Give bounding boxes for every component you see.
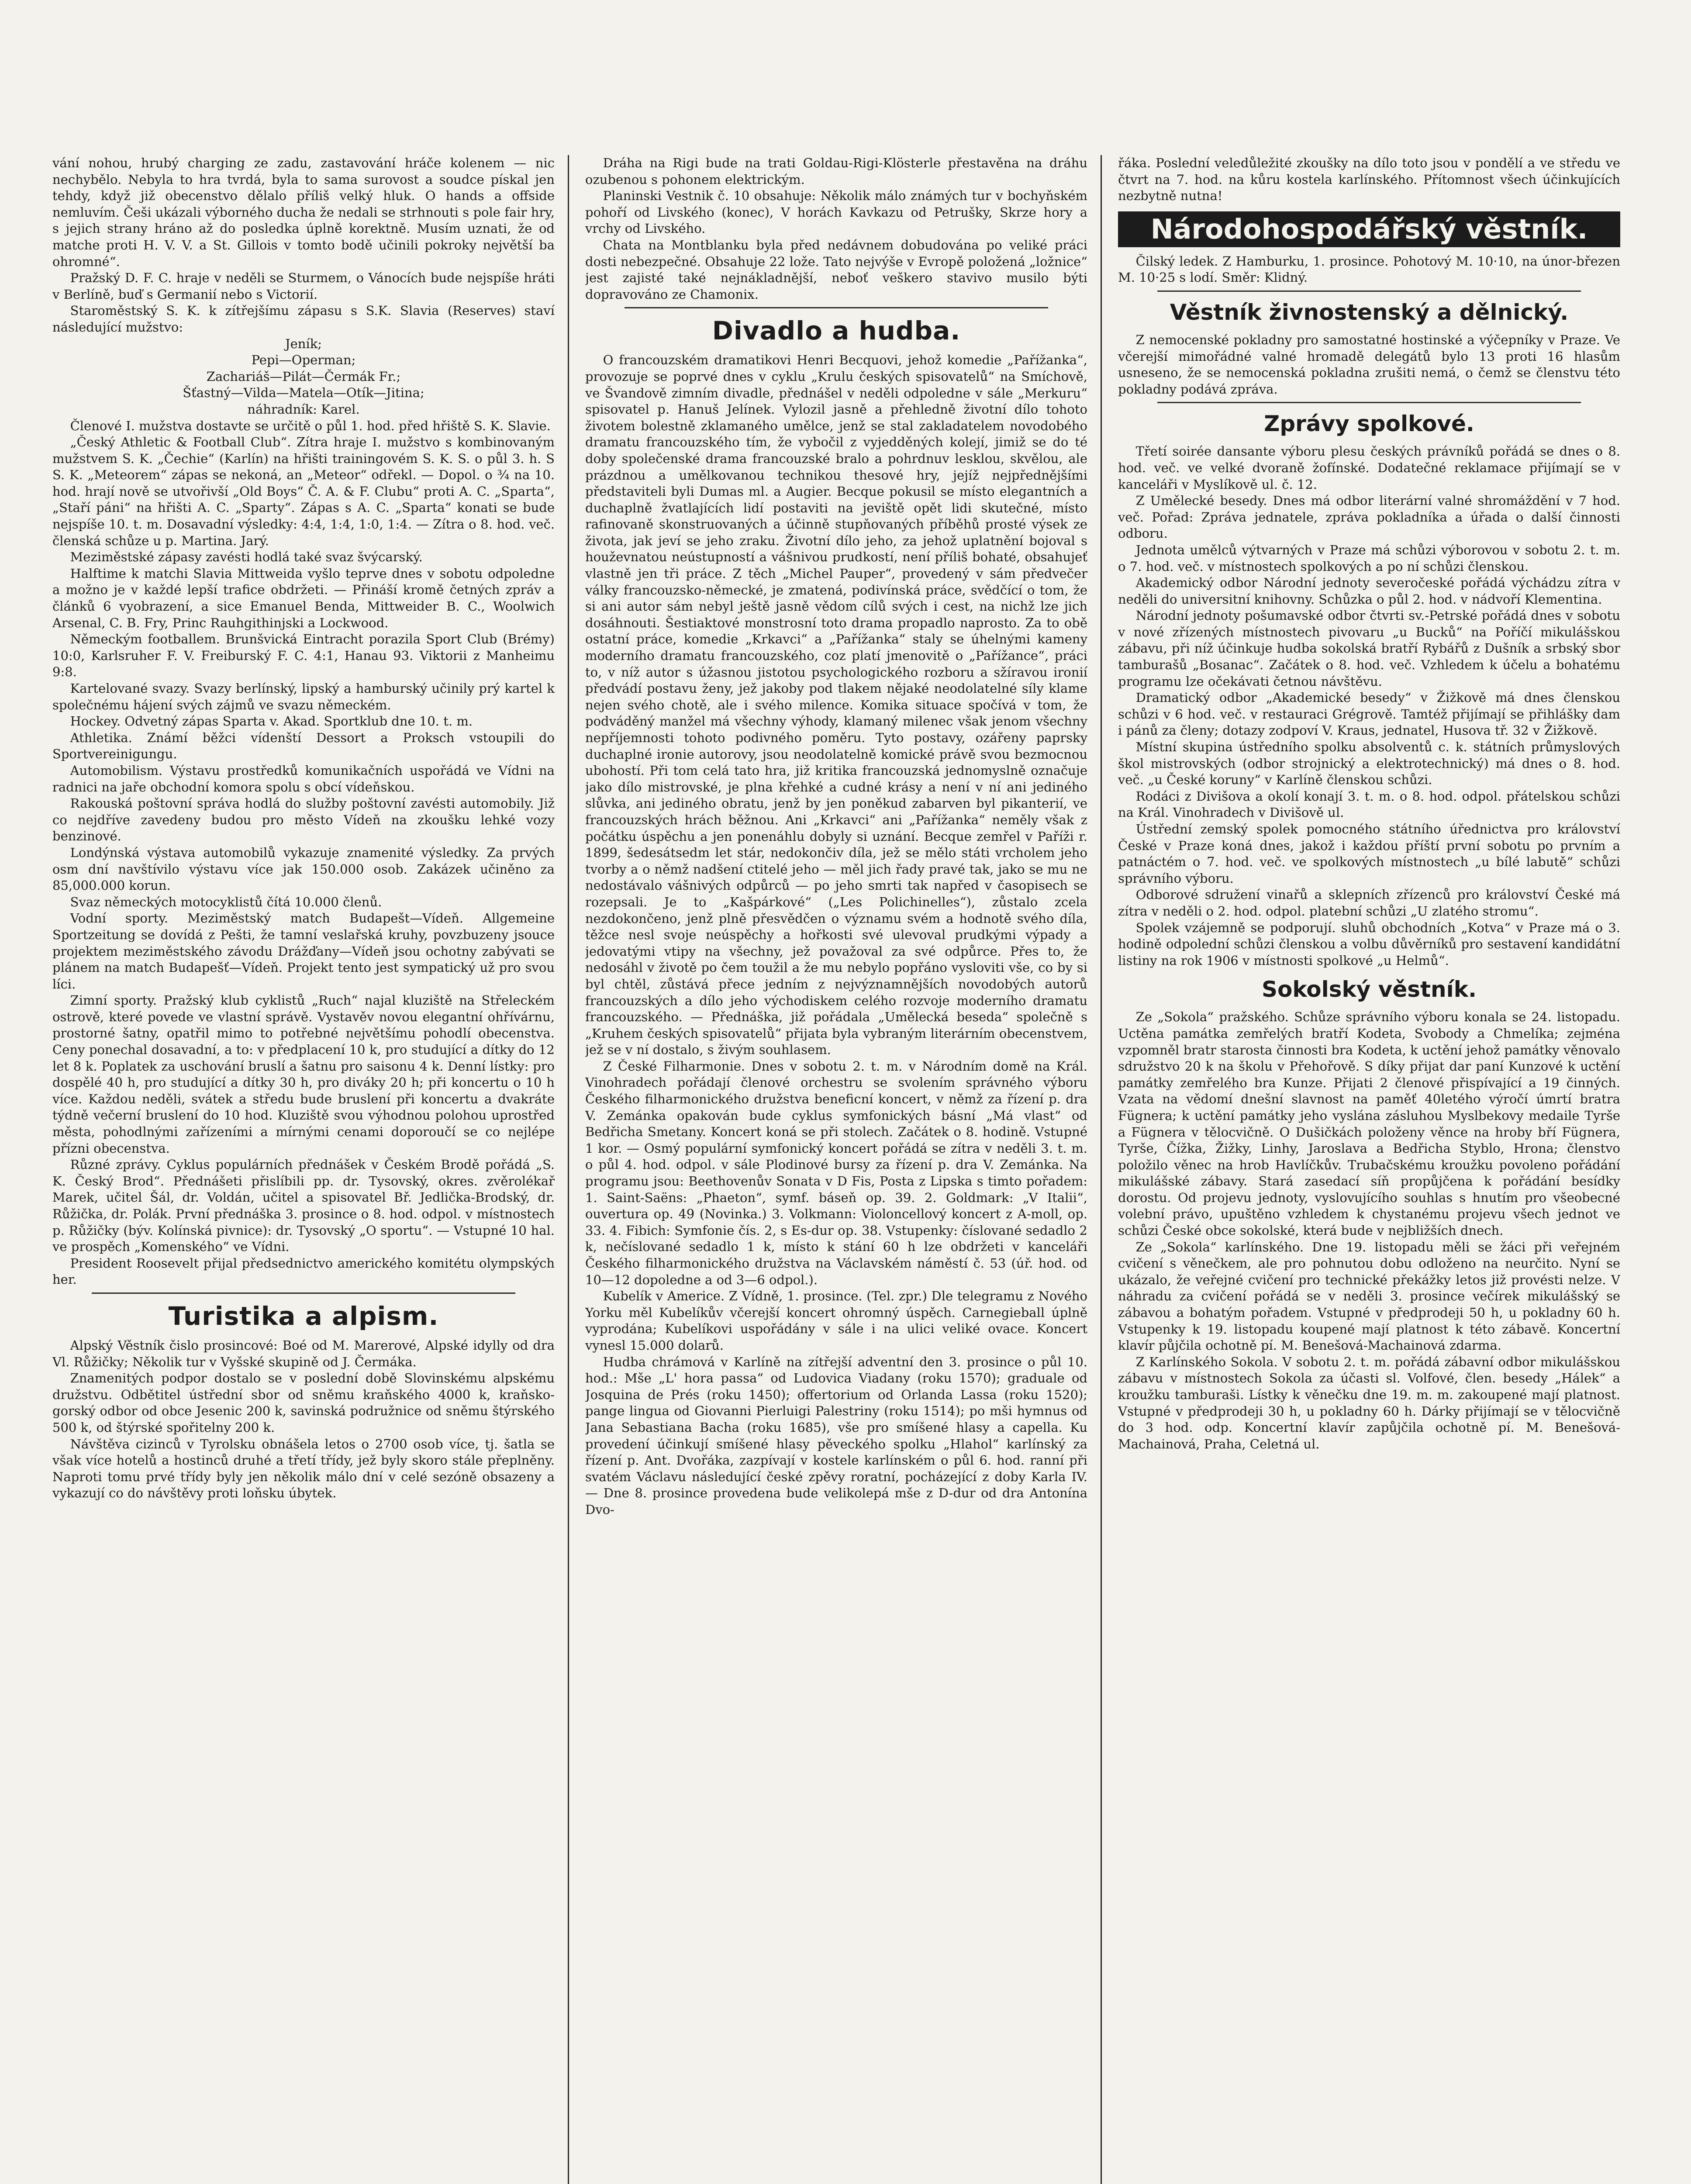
article-paragraph: Z České Filharmonie. Dnes v sobotu 2. t. m. v Národním domě na Král. Vinohradech pořádají členové orchestru se svolením správného výboru Českého filharmonického družstva beneficní koncert, v němž za řízení p. dra V. Zemánka opakován bude cyklus symfonických básní „Má vlast“ od Bedřicha Smetany. Koncert koná se při stolech. Začátek o 8. hodině. Vstupné 1 kor. — Osmý populární symfonický koncert pořádá se zítra v neděli 3. t. m. o půl 4. hod. odpol. v sále Plodinové bursy za řízení p. dra V. Zemánka. Na programu jsou: Beethovenův Sonata v D Fis, Posta z Lipska s timto pořadem: 1. Saint-Saëns: „Phaeton“, symf. báseň op. 39. 2. Goldmark: „V Italii“, ouvertura op. 49 (Novinka.) 3. Volkmann: Violoncellový koncert z A-moll, op. 33. 4. Fibich: Symfonie čís. 2, s Es-dur op. 38. Vstupenky: číslované sedadlo 2 k, nečíslované sedadlo 1 k, místo k stání 60 h lze obdržeti v kanceláři Českého filharmonického družstva na Václavském náměstí č. 53 (úř. hod. od 10—12 dopoledne a od 3—6 odpol.). bbox=[585, 1058, 1087, 1287]
article-paragraph: Rodáci z Divišova a okolí konají 3. t. m. o 8. hod. odpol. přátelskou schůzi na Král. Vinohradech v Divišově ul. bbox=[1118, 788, 1620, 820]
article-paragraph: Pražský D. F. C. hraje v neděli se Sturmem, o Vánocích bude nejspíše hráti v Berlíně, buď s Germanií nebo s Victorií. bbox=[52, 270, 555, 302]
article-paragraph: Z Umělecké besedy. Dnes má odbor literární valné shromáždění v 7 hod. več. Pořad: Zpráva jednatele, zpráva pokladníka a úřada o další činnosti odboru. bbox=[1118, 493, 1620, 541]
lineup-line: Šťastný—Vilda—Matela—Otík—Jitina; bbox=[183, 385, 424, 401]
article-paragraph: O francouzském dramatikovi Henri Becquovi, jehož komedie „Pařížanka“, provozuje se poprvé dnes v cyklu „Krulu českých spisovatelů“ na Smíchově, ve Švandově zimním divadle, přednášel v neděli odpoledne v sále „Merkuru“ spisovatel p. Hanuš Jelínek. Vylozil jasně a přehledně životní dílo tohoto životem bolestně zklamaného umělce, jenž se stal zakladatelem novodobého dramatu francouzského tím, že vybočil z vyjedděných kolejí, jimiž se do té doby společenské drama francouzské bralo a pohrdnuv lesklou, skvělou, ale prázdnou a umělkovanou technikou thesové hry, jejíž nejpřednějšími představiteli byli Dumas ml. a Augier. Becque pokusil se místo elegantních a duchaplně žvatlajících lidí postaviti na jeviště opět lidi skutečné, místo rafinovaně skonstruovaných a účinně stupňovaných příběhů prosté výsek ze života, jak jeví se jeho zraku. Životní dílo jeho, za jehož uplatnění bojoval s houževnatou neústupností a vášnivou prudkostí, není příliš bohaté, obsahujeť vlastně jen tři práce. Z těch „Michel Pauper“, provedený v sám předvečer války francouzsko-německé, je zmatená, podivínská práce, svědčící o tom, že si ani autor sám nebyl ještě jasně vědom cílů svých i cest, na nichž lze jich dosáhnouti. Šestiaktové monstrosní toto drama propadlo naprosto. Za to obě ostatní práce, komedie „Krkavci“ a „Pařížanka“ staly se úhelnými kameny moderního dramatu francouzského, coz platí jmenovitě o „Pařížance“, práci to, v níž autor s úžasnou jistotou psychologického rozboru a sžíravou ironií předvádí postavu ženy, jež jakoby pod tlakem nějaké neodolatelné síly klame nejen svého chotě, ale i svého milence. Komika situace spočívá v tom, že podváděný manžel má všechny výhody, klamaný milenec však jenom všechny nepříjemnosti tohoto podivného poměru. Tyto postavy, ozářeny paprsky duchaplné ironie autorovy, jsou neodolatelně komické právě svou bezmocnou ubohostí. Při tom celá tato hra, již kritika francouzská jednomyslně označuje jako dílo mistrovské, je plna křehké a cudné krásy a není v ní ani jediného slůvka, ani jediného obratu, jenž by jen poněkud zabarven byl pikanterií, ve francouzských hrách běžnou. Ani „Krkavci“ ani „Pařížanka“ neměly však z počátku úspěchu a jen ponenáhlu dobyly si uznání. Becque zemřel v Paříži r. 1899, šedesátsedm let stár, nedokončiv díla, jež se mělo státi vrcholem jeho tvorby a o němž nadšení ctitelé jeho — měl jich řady pravé tak, jako se mu ne nedostávalo vášnivých odpůrců — po jeho smrti tak napřed v časopisech se rozepsali. Je to „Kašpárkové“ („Les Polichinelles“), zůstalo zcela nezdokončeno, jenž plně přesvědčen o významu svém a hodnotě svého díla, těžce nesl svoje neúspěchy a hořkosti své ulevoval prudkými výpady a jedovatými vtipy na všechny, jež považoval za své odpůrce. Přes to, že nedosáhl v životě po čem toužil a že mu nebylo popřáno vysloviti vše, co by si byl chtěl, zůstává přece jedním z nejvýznamnějších novodobých autorů francouzských a dílo jeho východiskem celého rozvoje moderního dramatu francouzského. — Přednáška, již pořádala „Umělecká beseda“ společně s „Kruhem českých spisovatelů“ přijata byla vybraným literárním obecenstvem, jež se v ní dostalo, s živým souhlasem. bbox=[585, 352, 1087, 1057]
article-paragraph: Ze „Sokola“ pražského. Schůze správního výboru konala se 24. listopadu. Uctěna památka zemřelých bratří Kodeta, Svobody a Chmelíka; zejména vzpomněl bratr starosta činnosti bra Kodeta, k uctění jehož památky věnovalo sdružstvo 20 k na školu v Přehořově. S díky přijat dar paní Kunzové k uctění památky zemřelého bra Kunze. Přijati 2 členové přispívající a 19 činných. Vzata na vědomí dnešní slavnost na paměť 40letého výročí úmrtí bratra Fügnera; k uctění památky jeho vyslána zásluhou Myslbekovy medaile Tyrše a Fügnera v tělocvičně. O Dušičkách položeny věnce na hroby bří Fügnera, Tyrše, Čížka, Žižky, Linhy, Jaroslava a Bedřicha Styblo, Hrona; členstvo položilo věnec na hrob Havlíčkův. Trubačskému kroužku povoleno pořádání mikulášské zábavy. Stará zasedací síň propůjčena k pořádání besídky dorostu. Od projevu jednoty, vyslovujícího souhlas s hnutím pro všeobecné volební právo, upuštěno vzhledem k chystanému projevu všech jednot ve schůzi České obce sokolské, která bude v nejbližších dnech. bbox=[1118, 1009, 1620, 1238]
article-paragraph: Londýnská výstava automobilů vykazuje znamenité výsledky. Za prvých osm dní navštívilo výstavu více jak 150.000 osob. Zakázek učiněno za 85,000.000 korun. bbox=[52, 845, 555, 893]
column-3 bbox=[1118, 155, 1620, 2184]
section-heading-turistika: Turistika a alpism. bbox=[168, 1301, 439, 1331]
column-divider bbox=[1101, 155, 1102, 2184]
article-paragraph: Hockey. Odvetný zápas Sparta v. Akad. Sportklub dne 10. t. m. bbox=[70, 714, 473, 729]
article-paragraph: Halftime k matchi Slavia Mittweida vyšlo teprve dnes v sobotu odpoledne a možno je v každé lepší trafice obdržeti. — Přináší kromě četných zpráv a článků 6 vyobrazení, a sice Emanuel Benda, Mittweider B. C., Woolwich Arsenal, C. B. Fry, Princ Rauhgithinjski a Lockwood. bbox=[52, 566, 555, 630]
section-heading-narodohospodarsky: Národohospodářský věstník. bbox=[1118, 211, 1620, 247]
section-rule bbox=[1157, 290, 1581, 292]
article-paragraph: Dráha na Rigi bude na trati Goldau-Rigi-Klösterle přestavěna na dráhu ozubenou s pohonem elektrickým. bbox=[585, 156, 1087, 187]
article-paragraph: Hudba chrámová v Karlíně na zítřejší adventní den 3. prosince o půl 10. hod.: Mše „L' hora passa“ od Ludovica Viadany (roku 1570); graduale od Josquina de Prés (roku 1450); offertorium od Orlanda Lassa (roku 1520); pange lingua od Giovanni Pierluigi Palestriny (roku 1514); po mši hymnus od Jana Sebastiana Bacha (roku 1685), vše pro smíšené hlasy a capella. Ku provedení účinkují smíšené hlasy pěveckého spolku „Hlahol“ karlínský za řízení p. Ant. Dvořáka, zazpívají v kostele karlínském o půl 6. hod. ranní při svatém Václavu následující české zpěvy roratní, pocházející z doby Karla IV. — Dne 8. prosince provedena bude velikolepá mše z D-dur od dra Antonína Dvo- bbox=[585, 1354, 1087, 1517]
article-paragraph: Odborové sdružení vinařů a sklepních zřízenců pro království České má zítra v neděli o 2. hod. odpol. platební schůzi „U zlatého stromu“. bbox=[1118, 887, 1620, 919]
section-heading-sokolsky: Sokolský věstník. bbox=[1262, 977, 1477, 1002]
article-paragraph: Spolek vzájemně se podporují. sluhů obchodních „Kotva“ v Praze má o 3. hodině odpolední schůzi členskou a volbu důvěrníků pro sestavení kandidátní listiny na rok 1906 v místnosti spolkové „u Helmů“. bbox=[1118, 920, 1620, 968]
article-paragraph: Dramatický odbor „Akademické besedy“ v Žižkově má dnes členskou schůzi v 6 hod. več. v restauraci Grégrově. Tamtéž přijímají se přihlášky dam i pánů za členy; dotazy zodpoví V. Kraus, jednatel, Husova tř. 32 v Žižkově. bbox=[1118, 690, 1620, 738]
article-paragraph: Místní skupina ústředního spolku absolventů c. k. státních průmyslových škol mistrovských (odbor strojnický a elektrotechnický) má dnes o 8. hod. več. „u České koruny“ v Karlíně členskou schůzi. bbox=[1118, 740, 1620, 788]
article-paragraph: Ústřední zemský spolek pomocného státního úřednictva pro království České v Praze koná dnes, jakož i každou příští první sobotu po prvním a patnáctém o 7. hod. več. ve spolkových místnostech „u bílé labutě“ schůzi správního výboru. bbox=[1118, 822, 1620, 886]
lineup-line: Jeník; bbox=[285, 336, 322, 351]
lineup-line: Pepi—Operman; bbox=[251, 352, 356, 368]
article-paragraph: Meziměstské zápasy zavésti hodlá také svaz švýcarský. bbox=[70, 549, 423, 565]
article-paragraph: Staroměstský S. K. k zítřejšímu zápasu s S.K. Slavia (Reserves) staví následující mužstvo: bbox=[52, 303, 555, 335]
article-paragraph: Zimní sporty. Pražský klub cyklistů „Ruch“ najal kluziště na Střeleckém ostrově, které povede ve vlastní správě. Vystavěv novou elegantní ohřívárnu, prostorné šatny, opatřil mimo to potřebné největšímu pohodlí obecenstva. Ceny ponechal dosavadní, a to: v předplacení 10 k, pro studující a dítky do 12 let 8 k. Poplatek za uschování bruslí a šatnu pro saisonu 4 k. Denní lístky: pro dospělé 40 h, pro studující a dítky 30 h, pro diváky 20 h; při koncertu o 10 h více. Každou neděli, svátek a středu bude bruslení při koncertu a dvakráte týdně večerní bruslení do 10 hod. Kluziště svou výhodnou polohou uprostřed města, pohodlnými zařízeními a mírnými cenami doporoučí se co nejlépe přízni obecenstva. bbox=[52, 993, 555, 1156]
section-heading-zivnostensky: Věstník živnostenský a dělnický. bbox=[1170, 299, 1569, 325]
article-paragraph: Návštěva cizinců v Tyrolsku obnášela letos o 2700 osob více, tj. šatla se však více hotelů a hostinců druhé a třetí třídy, jež byly skoro stále přeplněny. Naproti tomu prvé třídy byly jen několik málo dní v celé sezóně obsazeny a vykazují co do návštěvy proti loňsku úbytek. bbox=[52, 1436, 555, 1501]
article-paragraph: Rakouská poštovní správa hodlá do služby poštovní zavésti automobily. Již co nejdříve zavedeny budou pro město Vídeň na zkoušku lehké vozy benzinové. bbox=[52, 796, 555, 844]
article-paragraph: Z nemocenské pokladny pro samostatné hostinské a výčepníky v Praze. Ve včerejší mimořádné valné hromadě delegátů bylo 13 proti 16 hlasům usneseno, že se nemocenská pokladna zrušiti nemá, o čemž se členstvu této pokladny podává zpráva. bbox=[1118, 332, 1620, 397]
article-paragraph: Svaz německých motocyklistů čítá 10.000 členů. bbox=[70, 894, 382, 909]
article-paragraph: Německým footballem. Brunšvická Eintracht porazila Sport Club (Brémy) 10:0, Karlsruher F. V. Freiburský F. C. 4:1, Hanau 93. Viktorii z Manheimu 9:8. bbox=[52, 632, 555, 680]
section-heading-spolkove: Zprávy spolkové. bbox=[1264, 411, 1474, 437]
article-paragraph: Národní jednoty pošumavské odbor čtvrti sv.-Petrské pořádá dnes v sobotu v nové zřízených místnostech pivovaru „u Bucků“ na Poříčí mikulášskou zábavu, při níž účinkuje hudba sokolská bratří Rybářů z Dušník a srbský sbor tamburašů „Bosanac“. Začátek o 8. hod. več. Vzhledem k účelu a bohatému programu lze očekávati četnou návštěvu. bbox=[1118, 608, 1620, 689]
article-paragraph: vání nohou, hrubý charging ze zadu, zastavování hráče kolenem — nic nechybělo. Nebyla to hra tvrdá, byla to sama surovost a soudce pískal jen tehdy, když již obecenstvo dělalo příliš velký hluk. O hands a offside nemluvím. Češi ukázali výborného ducha že nedali se strhnouti s pole fair hry, s jejich strany hráno až do posledka úplně korektně. Musím uznati, že od matche proti H. V. V. a St. Gillois v tomto bodě učinili pokroky největší ba ohromné“. bbox=[52, 156, 555, 269]
article-paragraph: Vodní sporty. Meziměstský match Budapešt—Vídeň. Allgemeine Sportzeitung se dovídá z Pešti, že tamní veslařská kruhy, povzbuzeny jsouce projektem meziměstského závodu Drážďany—Vídeň jsou ochotny zabývati se plánem na match Budapešť—Vídeň. Projekt tento jest sympatický už pro svou líci. bbox=[52, 911, 555, 992]
article-paragraph: Alpský Věstník čislo prosincové: Boé od M. Marerové, Alpské idylly od dra Vl. Růžičky; Několik tur v Vyšské skupině od J. Čermáka. bbox=[52, 1337, 555, 1369]
lineup-line: Zachariáš—Pilát—Čermák Fr.; bbox=[206, 369, 401, 384]
section-rule bbox=[1157, 402, 1581, 403]
article-paragraph: Z Karlínského Sokola. V sobotu 2. t. m. pořádá zábavní odbor mikulášskou zábavu v místnostech Sokola za účasti sl. Volfové, člen. besedy „Hálek“ a kroužku tamburaši. Lístky k věnečku dne 19. m. m. zakoupené mají platnost. Vstupné v předprodeji 30 h, u pokladny 60 h. Dárky přijímají se v tělocvičně do 3 hod. odp. Koncertní klavír zapůjčila ochotně pí. M. Benešová-Machainová, Praha, Celetná ul. bbox=[1118, 1354, 1620, 1451]
article-paragraph: Různé zprávy. Cyklus populárních přednášek v Českém Brodě pořádá „S. K. Český Brod“. Přednášeti přislíbili pp. dr. Tysovský, okres. zvěrolékař Marek, učitel Šál, dr. Voldán, učitel a spisovatel Bř. Jedlička-Brodský, dr. Růžička, dr. Polák. První přednáška 3. prosince o 8. hod. odpol. v místnostech p. Růžičky (býv. Kolínská pivnice): dr. Tysovský „O sportu“. — Vstupné 10 hal. ve prospěch „Komenského“ ve Vídni. bbox=[52, 1157, 555, 1254]
article-paragraph: Ze „Sokola“ karlínského. Dne 19. listopadu měli se žáci při veřejném cvičení s věnečkem, ale pro pohnutou dobu odloženo na neurčito. Nyní se ukázalo, že veřejné cvičení pro technické překážky letos již provésti nelze. V náhradu za cvičení pořádá se v neděli 3. prosince večírek mikulášský se zábavou a bohatým pořadem. Vstupné v předprodeji 50 h, u pokladny 60 h. Vstupenky k 19. listopadu koupené mají platnost k této zábavě. Koncertní klavír půjčila ochotně pí. M. Benešová-Machainová zdarma. bbox=[1118, 1239, 1620, 1353]
section-rule bbox=[625, 307, 1048, 308]
article-paragraph: Kubelík v Americe. Z Vídně, 1. prosince. (Tel. zpr.) Dle telegramu z Nového Yorku měl Kubelíkův včerejší koncert ohromný úspěch. Carnegieball úplně vyprodána; Kubelíkovi uspořádány v sále i na ulici veliké ovace. Koncert vynesl 15.000 dolarů. bbox=[585, 1289, 1087, 1353]
lineup-line: náhradník: Karel. bbox=[247, 401, 360, 417]
article-paragraph: Athletika. Známí běžci vídenští Dessort a Proksch vstoupili do Sportvereinigungu. bbox=[52, 730, 555, 762]
article-paragraph: Automobilism. Výstavu prostředků komunikačních uspořádá ve Vídni na radnici na jaře obchodní komora spolu s obcí vídeňskou. bbox=[52, 763, 555, 795]
column-2 bbox=[585, 155, 1087, 2184]
article-paragraph: Akademický odbor Národní jednoty severočeské pořádá výchádzu zítra v neděli do universitní knihovny. Schůzka o půl 2. hod. v nádvoří Klementina. bbox=[1118, 575, 1620, 607]
column-divider bbox=[568, 155, 569, 2184]
column-1 bbox=[52, 155, 555, 2184]
article-paragraph: Chata na Montblanku byla před nedávnem dobudována po veliké práci dosti nebezpečné. Obsahuje 22 lože. Tato nejvýše v Evropě položená „ložnice“ jest zajisté také nejnákladnější, neboť veškero stavivo musilo býti dopravováno ze Chamonix. bbox=[585, 237, 1087, 302]
article-paragraph: President Roosevelt přijal předsednictvo amerického komitétu olympských her. bbox=[52, 1255, 555, 1287]
article-paragraph: Jednota umělců výtvarných v Praze má schůzi výborovou v sobotu 2. t. m. o 7. hod. več. v místnostech spolkových a po ní schůzi členskou. bbox=[1118, 542, 1620, 574]
section-heading-divadlo: Divadlo a hudba. bbox=[712, 316, 961, 346]
article-paragraph: Kartelované svazy. Svazy berlínský, lipský a hamburský učinily prý kartel k společnému hájení svých zájmů ve svazu německém. bbox=[52, 681, 555, 712]
article-paragraph: Planinski Vestnik č. 10 obsahuje: Několik málo známých tur v bochyňském pohoří od Livského (konec), V horách Kavkazu od Petrušky, Skrze hory a vrchy od Livského. bbox=[585, 188, 1087, 236]
article-paragraph: Znamenitých podpor dostalo se v poslední době Slovinskému alpskému družstvu. Odbětitel ústřední sbor od sněmu kraňského 4000 k, kraňsko-gorský odbor od obce Jesenic 200 k, savinská podružnice od sněmu štýrského 500 k, od štýrské spořitelny 200 k. bbox=[52, 1371, 555, 1435]
article-paragraph: řáka. Poslední veledůležité zkoušky na dílo toto jsou v pondělí a ve středu ve čtvrt na 7. hod. na kůru kostela karlínského. Přítomnost všech účinkujících nezbytně nutna! bbox=[1118, 156, 1620, 204]
article-paragraph: Členové I. mužstva dostavte se určitě o půl 1. hod. před hřiště S. K. Slavie. bbox=[70, 418, 551, 433]
section-rule bbox=[92, 1292, 515, 1294]
article-paragraph: „Český Athletic & Football Club“. Zítra hraje I. mužstvo s kombinovaným mužstvem S. K. „Čechie“ (Karlín) na hřišti trainingovém S. K. S. o půl 3. h. S S. K. „Meteorem“ zápas se nekoná, an „Meteor“ odřekl. — Dopol. o ¾ na 10. hod. hrají nově se utvořivší „Old Boys“ Č. A. & F. Clubu“ proti A. C. „Sparta“, „Staří páni“ na hřišti A. C. „Sparty“. Zápas s A. C. „Sparta“ konati se bude nejspíše 10. t. m. Dosavadní výsledky: 4:4, 1:4, 1:0, 1:4. — Zítra o 8. hod. več. členská schůze u p. Martina. Jarý. bbox=[52, 435, 555, 548]
article-paragraph: Třetí soirée dansante výboru plesu českých právníků pořádá se dnes o 8. hod. več. ve velké dvoraně žofínské. Dodatečné reklamace přijímají se v kanceláři v Myslíkově ul. č. 12. bbox=[1118, 444, 1620, 492]
article-paragraph: Čilský ledek. Z Hamburku, 1. prosince. Pohotový M. 10·10, na únor-březen M. 10·25 s lodí. Směr: Klidný. bbox=[1118, 253, 1620, 285]
